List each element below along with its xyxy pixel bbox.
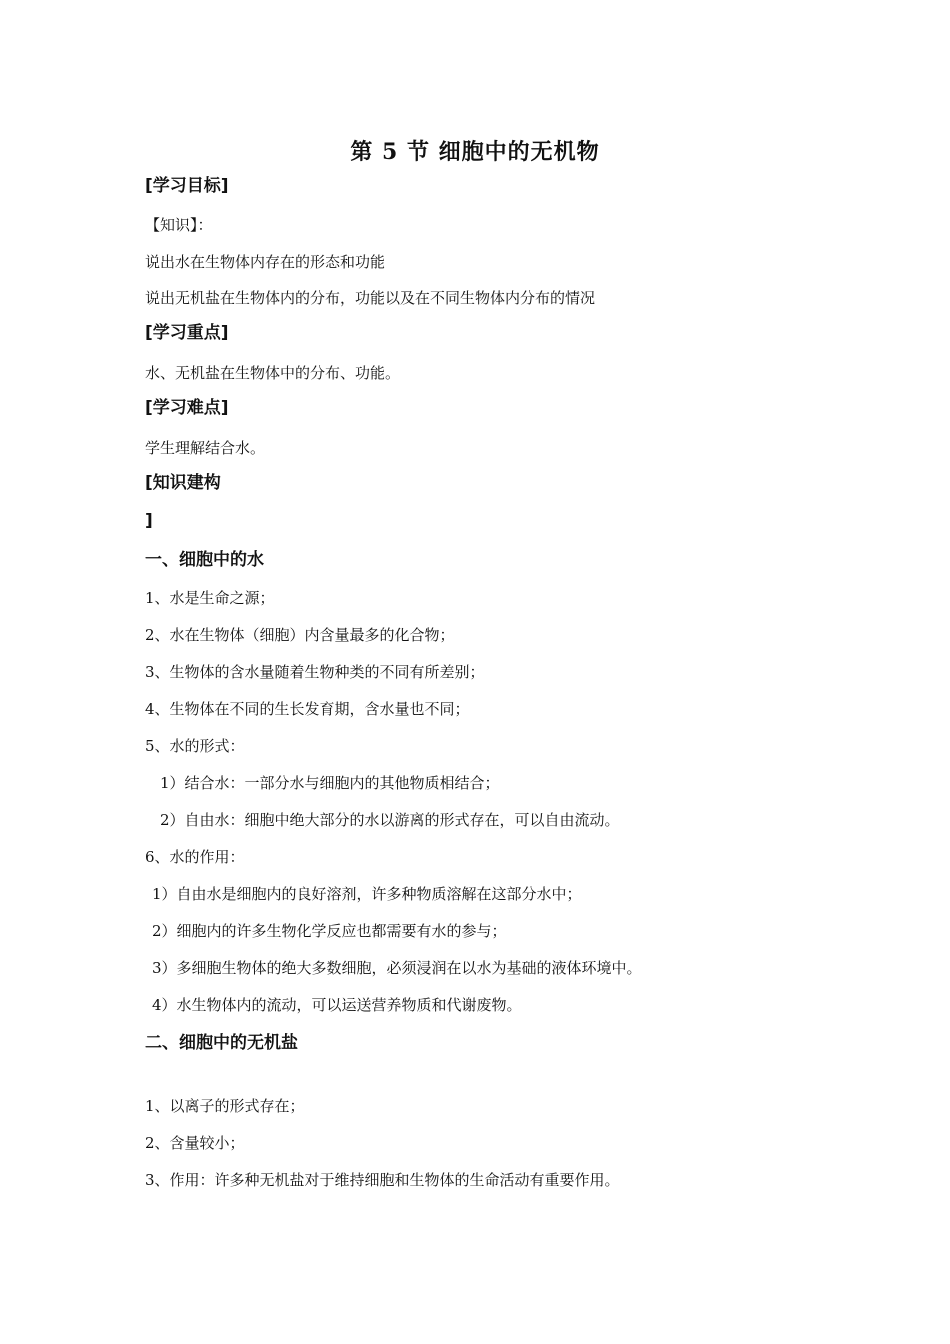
water-function-item: 2）细胞内的许多生物化学反应也都需要有水的参与； [152,922,507,940]
salt-item: 1、以离子的形式存在； [145,1097,305,1115]
water-form-item: 2）自由水：细胞中绝大部分的水以游离的形式存在，可以自由流动。 [160,811,620,829]
salt-item: 2、含量较小； [145,1134,245,1152]
page-title: 第 5 节 细胞中的无机物 [350,139,600,165]
objective-item: 说出无机盐在生物体内的分布，功能以及在不同生物体内分布的情况 [145,289,596,307]
construction-heading: [知识建构 [145,473,221,493]
knowledge-label: 【知识】： [145,216,213,234]
objectives-heading: [学习目标] [145,176,229,196]
difficulties-heading: [学习难点] [145,398,229,418]
objective-item: 说出水在生物体内存在的形态和功能 [145,253,386,271]
salt-item: 3、作用：许多种无机盐对于维持细胞和生物体的生命活动有重要作用。 [145,1171,620,1189]
water-item: 2、水在生物体（细胞）内含量最多的化合物； [145,626,455,644]
water-function-item: 3）多细胞生物体的绝大多数细胞，必须浸润在以水为基础的液体环境中。 [152,959,642,977]
water-function-item: 1）自由水是细胞内的良好溶剂，许多种物质溶解在这部分水中； [152,885,582,903]
key-points-heading: [学习重点] [145,323,229,343]
water-function-item: 4）水生物体内的流动，可以运送营养物质和代谢废物。 [152,996,522,1014]
water-item: 1、水是生命之源； [145,589,275,607]
construction-heading-end: ] [145,511,153,531]
water-form-item: 1）结合水：一部分水与细胞内的其他物质相结合； [160,774,500,792]
difficulties-text: 学生理解结合水。 [145,439,266,457]
water-item: 3、生物体的含水量随着生物种类的不同有所差别； [145,663,485,681]
salt-section-heading: 二、细胞中的无机盐 [145,1033,298,1053]
water-function-label: 6、水的作用： [145,848,245,866]
key-points-text: 水、无机盐在生物体中的分布、功能。 [145,364,401,382]
water-item: 4、生物体在不同的生长发育期，含水量也不同； [145,700,470,718]
water-item: 5、水的形式： [145,737,245,755]
water-section-heading: 一、细胞中的水 [145,550,264,570]
